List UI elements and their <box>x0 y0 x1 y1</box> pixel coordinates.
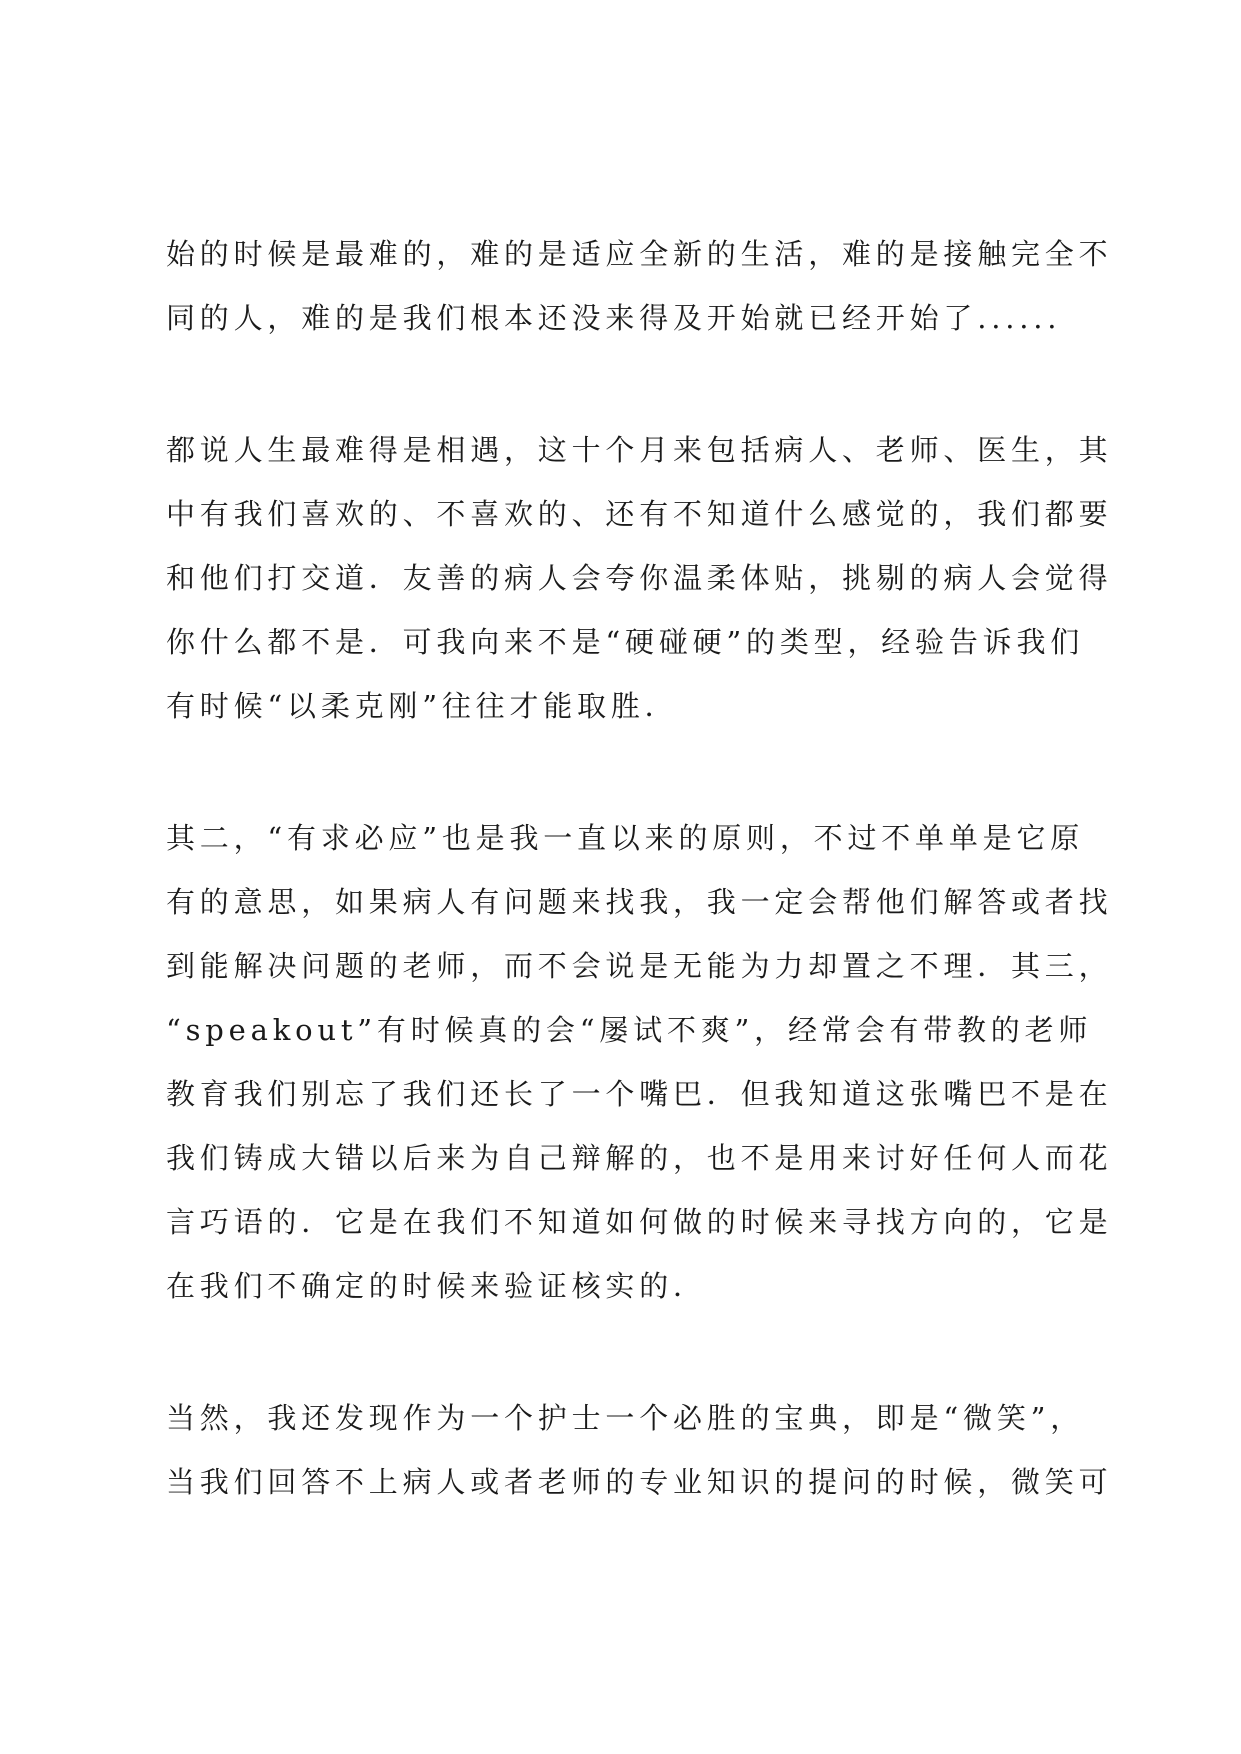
paragraph-1 <box>166 222 1113 350</box>
text-line: 和他们打交道．友善的病人会夸你温柔体贴，挑剔的病人会觉得 <box>166 561 1113 595</box>
paragraph-spacer <box>166 738 1086 806</box>
paragraph-3 <box>166 806 1113 1318</box>
paragraph-spacer <box>166 1318 1086 1386</box>
text-line: 教育我们别忘了我们还长了一个嘴巴．但我知道这张嘴巴不是在 <box>166 1077 1113 1111</box>
text-line: 我们铸成大错以后来为自己辩解的，也不是用来讨好任何人而花 <box>166 1141 1113 1175</box>
text-line: 当然，我还发现作为一个护士一个必胜的宝典，即是“微笑”， <box>166 1401 1085 1435</box>
text-line: “speakout”有时候真的会“屡试不爽”，经常会有带教的老师 <box>166 1013 1093 1047</box>
text-line: 在我们不确定的时候来验证核实的． <box>166 1269 707 1303</box>
text-line: 其二，“有求必应”也是我一直以来的原则，不过不单单是它原 <box>166 821 1085 855</box>
text-line: 有的意思，如果病人有问题来找我，我一定会帮他们解答或者找 <box>166 885 1113 919</box>
paragraph-spacer <box>166 350 1086 418</box>
text-line: 言巧语的．它是在我们不知道如何做的时候来寻找方向的，它是 <box>166 1205 1113 1239</box>
text-line: 你什么都不是．可我向来不是“硬碰硬”的类型，经验告诉我们 <box>166 625 1085 659</box>
text-line: 有时候“以柔克刚”往往才能取胜． <box>166 689 679 723</box>
document-body <box>166 222 1113 1514</box>
text-line: 中有我们喜欢的、不喜欢的、还有不知道什么感觉的，我们都要 <box>166 497 1113 531</box>
text-line: 同的人，难的是我们根本还没来得及开始就已经开始了...... <box>166 301 1062 335</box>
paragraph-4 <box>166 1386 1113 1514</box>
text-line: 都说人生最难得是相遇，这十个月来包括病人、老师、医生，其 <box>166 433 1113 467</box>
text-line: 到能解决问题的老师，而不会说是无能为力却置之不理．其三， <box>166 949 1113 983</box>
paragraph-2 <box>166 418 1113 738</box>
text-line: 始的时候是最难的，难的是适应全新的生活，难的是接触完全不 <box>166 237 1113 271</box>
text-line: 当我们回答不上病人或者老师的专业知识的提问的时候，微笑可 <box>166 1465 1113 1499</box>
